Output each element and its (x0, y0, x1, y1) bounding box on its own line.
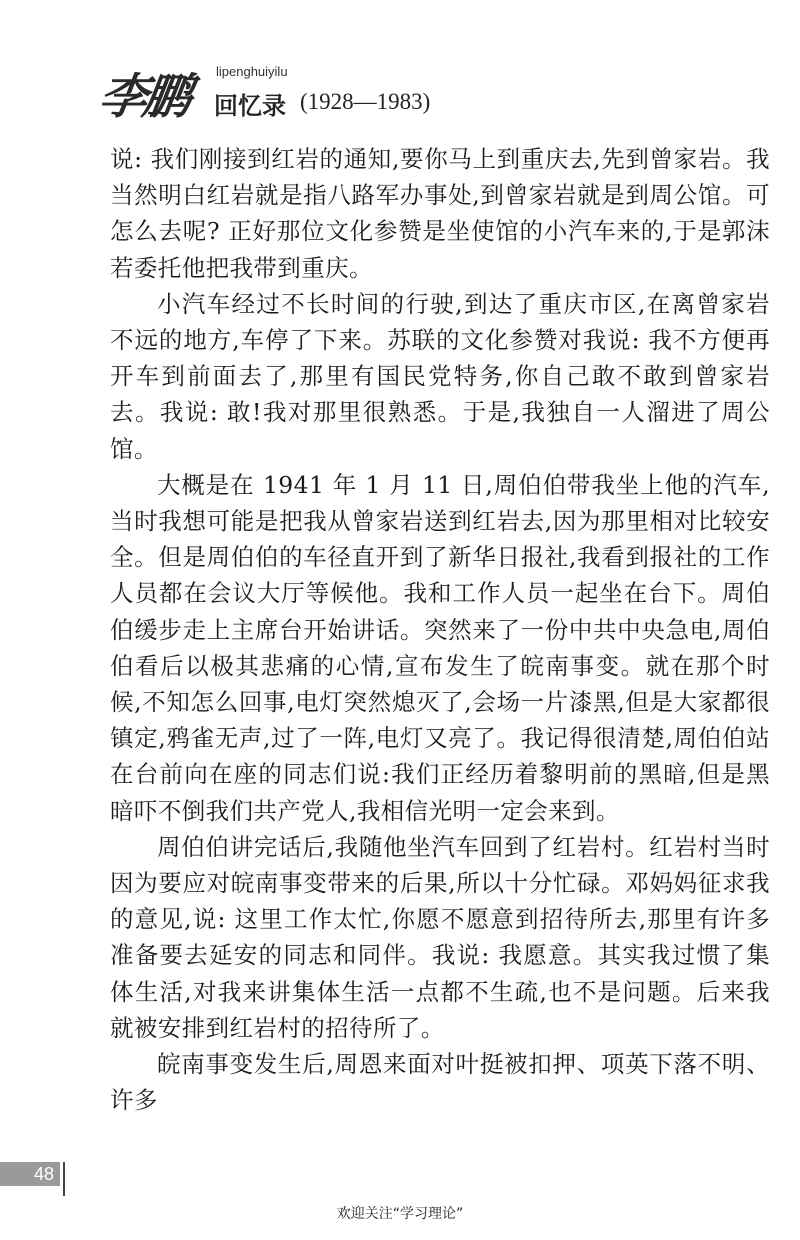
paragraph: 皖南事变发生后,周恩来面对叶挺被扣押、项英下落不明、许多 (110, 1050, 770, 1115)
folio-rule (63, 1162, 65, 1196)
paragraph: 大概是在 1941 年 1 月 11 日,周伯伯带我坐上他的汽车,当时我想可能是把我从曾家岩送到红岩去,因为那里相对比较安全。但是周伯伯的车径直开到了新华日报社,我看到报社的工作人员都在会议大厅等候他。我和工作人员一起坐在台下。周伯伯缓步走上主席台开始讲话。突然来了一份中共中央急电,周伯伯看后以极其悲痛的心情,宣布发生了皖南事变。就在那个时候,不知怎么回事,电灯突然熄灭了,会场一片漆黑,但是大家都很镇定,鸦雀无声,过了一阵,电灯又亮了。我记得很清楚,周伯伯站在台前向在座的同志们说:我们正经历着黎明前的黑暗,但是黑暗吓不倒我们共产党人,我相信光明一定会来到。 (110, 470, 770, 825)
body-text (110, 141, 770, 1118)
paragraph: 说: 我们刚接到红岩的通知,要你马上到重庆去,先到曾家岩。我当然明白红岩就是指八路军办事处,到曾家岩就是到周公馆。可怎么去呢? 正好那位文化参赞是坐使馆的小汽车来的,于是郭沫若委托他把我带到重庆。 (110, 145, 770, 282)
book-title: 回忆录 (214, 92, 286, 120)
paragraph: 周伯伯讲完话后,我随他坐汽车回到了红岩村。红岩村当时因为要应对皖南事变带来的后果,所以十分忙碌。邓妈妈征求我的意见,说: 这里工作太忙,你愿不愿意到招待所去,那里有许多准备要去延安的同志和同伴。我说: 我愿意。其实我过惯了集体生活,对我来讲集体生活一点都不生疏,也不是问题。后来我就被安排到红岩村的招待所了。 (110, 832, 770, 1042)
paragraph: 小汽车经过不长时间的行驶,到达了重庆市区,在离曾家岩不远的地方,车停了下来。苏联的文化参赞对我说: 我不方便再开车到前面去了,那里有国民党特务,你自己敢不敢到曾家岩去。我说: 敢!我对那里很熟悉。于是,我独自一人溜进了周公馆。 (110, 289, 770, 463)
running-header (95, 52, 720, 125)
author-calligraphy: 李鹏 (95, 69, 192, 125)
footer-note: 欢迎关注“学习理论” (336, 1206, 464, 1222)
book-years: (1928—1983) (300, 89, 431, 114)
page-number: 48 (0, 1162, 60, 1186)
header-pinyin: lipenghuiyilu (216, 64, 288, 79)
